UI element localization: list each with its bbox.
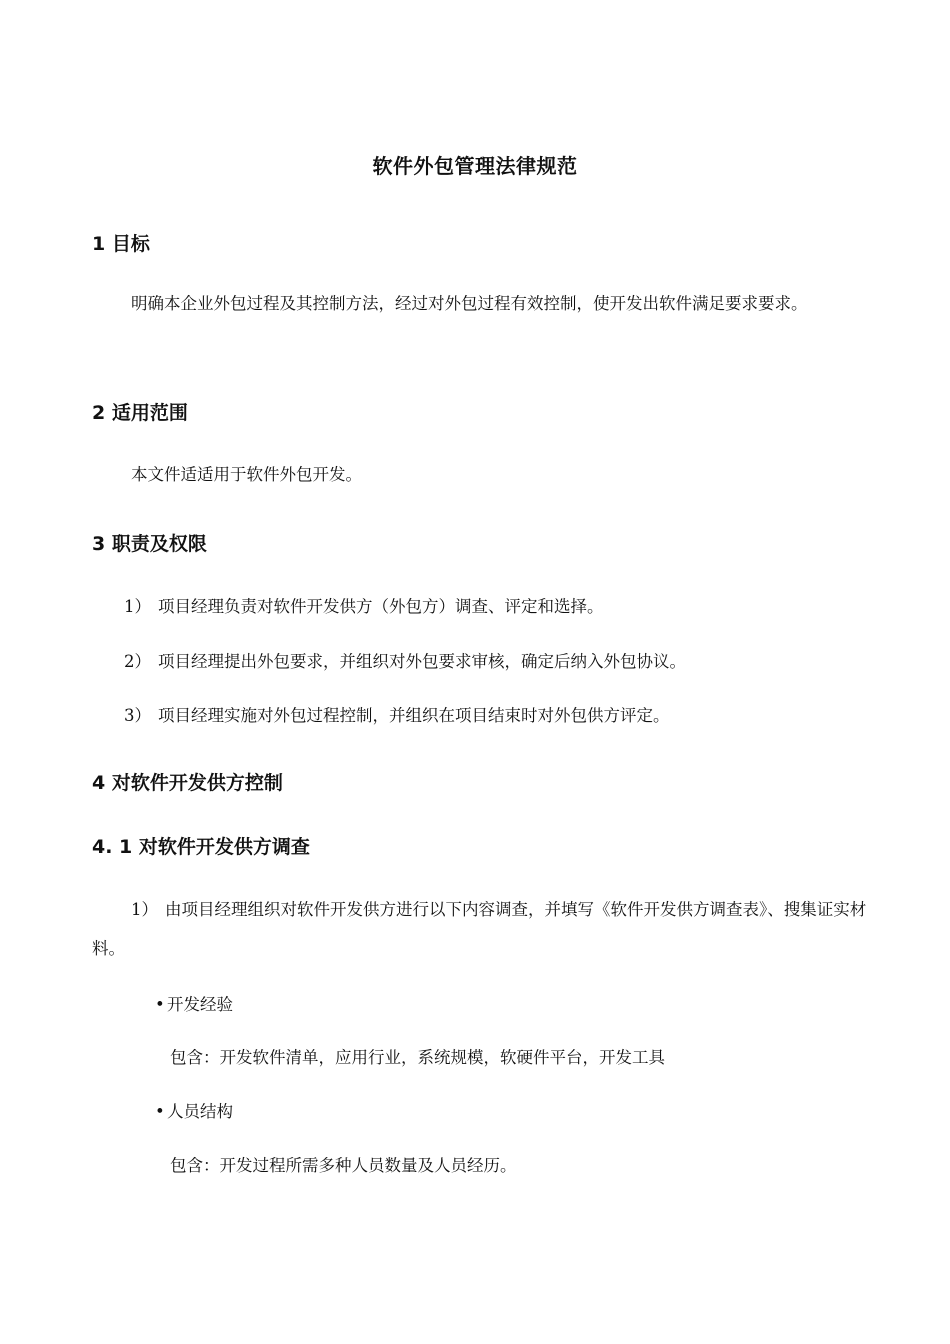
section-heading-responsibilities: 3 职责及权限: [92, 533, 207, 555]
section-scope-paragraph: 本文件适适用于软件外包开发。: [131, 465, 362, 484]
list-item-text: 项目经理提出外包要求，并组织对外包要求审核，确定后纳入外包协议。: [158, 652, 686, 671]
list-item-number: 1）: [124, 597, 151, 616]
list-item-number: 1）: [131, 900, 158, 919]
list-item: [124, 648, 686, 672]
list-item-number: 2）: [124, 652, 151, 671]
bullet-label: 人员结构: [167, 1102, 233, 1121]
list-item-text: 由项目经理组织对软件开发供方进行以下内容调查，并填写《软件开发供方调查表》、搜集证实材料。: [92, 900, 867, 958]
bullet-detail: 包含：开发过程所需多种人员数量及人员经历。: [170, 1156, 517, 1175]
section-goal-paragraph: 明确本企业外包过程及其控制方法，经过对外包过程有效控制，使开发出软件满足要求要求。: [131, 294, 808, 313]
bullet-icon: •: [155, 995, 165, 1014]
list-item: [124, 593, 604, 617]
bullet-item: [155, 1098, 233, 1122]
section-heading-goal: 1 目标: [92, 233, 150, 255]
list-item-text: 项目经理实施对外包过程控制，并组织在项目结束时对外包供方评定。: [158, 706, 670, 725]
list-item: [124, 702, 670, 726]
subsection-heading-supplier-survey: 4. 1 对软件开发供方调查: [92, 836, 310, 858]
bullet-detail: 包含：开发软件清单，应用行业，系统规模，软硬件平台，开发工具: [170, 1048, 665, 1067]
section-heading-supplier-control: 4 对软件开发供方控制: [92, 772, 283, 794]
list-item-number: 3）: [124, 706, 151, 725]
list-item-text: 项目经理负责对软件开发供方（外包方）调查、评定和选择。: [158, 597, 604, 616]
bullet-icon: •: [155, 1102, 165, 1121]
document-title: 软件外包管理法律规范: [372, 154, 578, 178]
section-heading-scope: 2 适用范围: [92, 402, 188, 424]
bullet-item: [155, 991, 233, 1015]
survey-paragraph: [92, 890, 867, 968]
bullet-label: 开发经验: [167, 995, 233, 1014]
